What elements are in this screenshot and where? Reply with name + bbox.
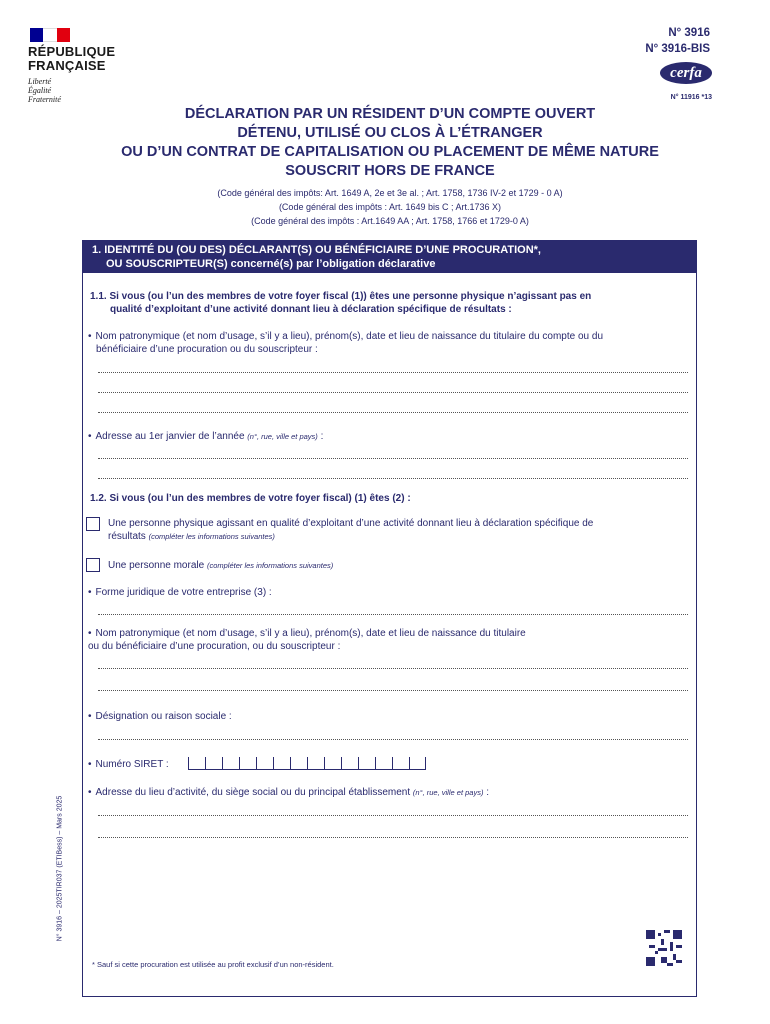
lieu-input-line-2[interactable] bbox=[98, 837, 688, 838]
marianne-flag-icon bbox=[30, 28, 70, 42]
address-input-line-1[interactable] bbox=[98, 458, 688, 459]
address-input-line-2[interactable] bbox=[98, 478, 688, 479]
name-label-line1: • Nom patronymique (et nom d’usage, s’il y a lieu), prénom(s), date et lieu de naissance du titulaire du compte ou du bbox=[88, 330, 688, 343]
title-line4: SOUSCRIT HORS DE FRANCE bbox=[285, 163, 495, 179]
cerfa-number: N° 11916 *13 bbox=[670, 94, 712, 101]
motto-fraternite: Fraternité bbox=[28, 95, 61, 104]
checkbox-personne-morale[interactable] bbox=[86, 558, 100, 572]
qr-code-icon bbox=[646, 930, 682, 966]
form-number: N° 3916 bbox=[668, 27, 710, 39]
opt1-hint: (compléter les informations suivantes) bbox=[148, 532, 275, 541]
lieu-activite-label bbox=[88, 786, 489, 799]
address-colon: : bbox=[320, 431, 324, 442]
footnote: * Sauf si cette procuration est utilisée au profit exclusif d’un non-résident. bbox=[92, 960, 334, 969]
siret-input[interactable] bbox=[188, 757, 426, 770]
form-number-block bbox=[645, 25, 710, 57]
nom2-input-line-2[interactable] bbox=[98, 690, 688, 691]
name-input-line-1[interactable] bbox=[98, 372, 688, 373]
designation-input-line[interactable] bbox=[98, 739, 688, 740]
form-number-bis: N° 3916-BIS bbox=[645, 43, 710, 55]
form-reference-vertical: N° 3916 – 2025TIR037 (ETIBess) – Mars 2025 bbox=[56, 795, 64, 942]
motto-liberte: Liberté bbox=[28, 77, 52, 86]
subsection-1-2-title: 1.2. Si vous (ou l’un des membres de votre foyer fiscal) (1) êtes (2) : bbox=[90, 493, 411, 504]
nom2-field-label bbox=[88, 627, 688, 653]
option-personne-morale-label bbox=[108, 559, 333, 572]
section-1-title-line1: 1. IDENTITÉ DU (OU DES) DÉCLARANT(S) OU BÉNÉFICIAIRE D’UNE PROCURATION*, bbox=[92, 244, 541, 256]
title-line3: OU D’UN CONTRAT DE CAPITALISATION OU PLACEMENT DE MÊME NATURE bbox=[121, 144, 659, 160]
nom2-input-line-1[interactable] bbox=[98, 668, 688, 669]
logo-line1: RÉPUBLIQUE bbox=[28, 44, 116, 59]
name-label-line2: bénéficiaire d’une procuration ou du souscripteur : bbox=[96, 344, 318, 355]
option-personne-physique-label bbox=[108, 517, 691, 543]
subsection-1-1-title bbox=[90, 290, 690, 316]
nom2-line1: • Nom patronymique (et nom d’usage, s’il y a lieu), prénom(s), date et lieu de naissance du titulaire bbox=[88, 627, 688, 640]
lieu-label: Adresse du lieu d’activité, du siège social ou du principal établissement bbox=[95, 787, 411, 798]
opt1-line1: Une personne physique agissant en qualité d’exploitant d’une activité donnant lieu à déclaration spécifique de bbox=[108, 518, 594, 529]
subsection-1-1-line1: 1.1. Si vous (ou l’un des membres de votre foyer fiscal (1)) êtes une personne physique n’agissant pas en bbox=[90, 291, 592, 302]
lieu-colon: : bbox=[486, 787, 490, 798]
page-title bbox=[40, 105, 740, 181]
section-1-header bbox=[82, 240, 697, 273]
legal-ref-3: (Code général des impôts : Art.1649 AA ; Art. 1758, 1766 et 1729-0 A) bbox=[251, 216, 529, 226]
logo-line2: FRANÇAISE bbox=[28, 58, 106, 73]
name-field-label bbox=[88, 330, 688, 356]
section-1-title-line2: OU SOUSCRIPTEUR(S) concerné(s) par l’obligation déclarative bbox=[106, 258, 436, 270]
siret-label: • Numéro SIRET : bbox=[88, 758, 169, 771]
address-label: Adresse au 1er janvier de l’année bbox=[95, 431, 245, 442]
cerfa-logo: cerfa bbox=[660, 62, 712, 84]
opt1-line2: résultats bbox=[108, 531, 146, 542]
checkbox-personne-physique[interactable] bbox=[86, 517, 100, 531]
legal-ref-1: (Code général des impôts: Art. 1649 A, 2e et 3e al. ; Art. 1758, 1736 IV-2 et 1729 - 0 A) bbox=[217, 188, 563, 198]
address-hint: (n°, rue, ville et pays) bbox=[247, 432, 318, 441]
title-line2: DÉTENU, UTILISÉ OU CLOS À L’ÉTRANGER bbox=[237, 125, 543, 141]
forme-juridique-input-line[interactable] bbox=[98, 614, 688, 615]
lieu-input-line-1[interactable] bbox=[98, 815, 688, 816]
motto-egalite: Égalité bbox=[28, 86, 52, 95]
name-input-line-3[interactable] bbox=[98, 412, 688, 413]
nom2-line2: ou du bénéficiaire d’une procuration, ou du souscripteur : bbox=[88, 641, 341, 652]
legal-references bbox=[40, 186, 740, 228]
republique-francaise-logo bbox=[28, 28, 148, 104]
title-line1: DÉCLARATION PAR UN RÉSIDENT D’UN COMPTE OUVERT bbox=[184, 106, 596, 122]
subsection-1-1-line2: qualité d’exploitant d’une activité donnant lieu à déclaration spécifique de résultats : bbox=[110, 304, 512, 315]
designation-label: • Désignation ou raison sociale : bbox=[88, 710, 232, 723]
name-input-line-2[interactable] bbox=[98, 392, 688, 393]
legal-ref-2: (Code général des impôts : Art. 1649 bis C ; Art.1736 X) bbox=[278, 202, 502, 212]
address-field-label bbox=[88, 430, 323, 443]
opt2-hint: (compléter les informations suivantes) bbox=[206, 561, 334, 570]
forme-juridique-label: • Forme juridique de votre entreprise (3) : bbox=[88, 586, 272, 599]
opt2-label: Une personne morale bbox=[108, 560, 205, 571]
lieu-hint: (n°, rue, ville et pays) bbox=[412, 788, 484, 797]
